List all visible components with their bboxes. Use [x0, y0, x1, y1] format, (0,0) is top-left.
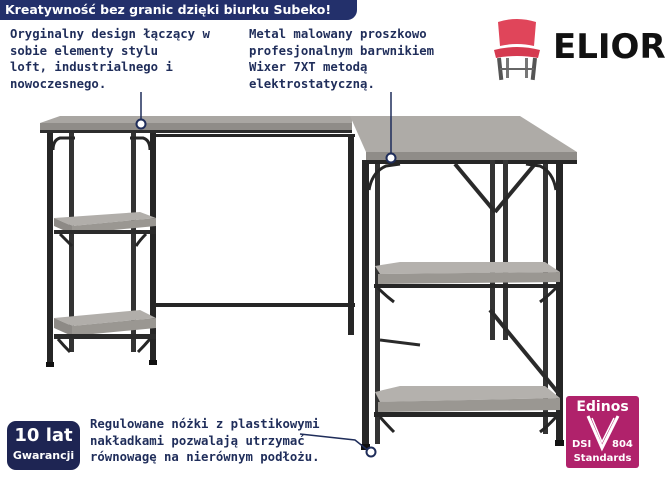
callout-feet-line: nakładkami pozwalają utrzymać: [90, 433, 305, 448]
callout-metal-line: profesjonalnym barwnikiem: [249, 43, 435, 58]
warranty-years: 10 lat: [14, 425, 73, 446]
callout-design-line: Oryginalny design łączący w: [10, 27, 210, 41]
certificate-code-right: 804: [612, 439, 633, 450]
warranty-badge: [7, 421, 80, 470]
callout-design-line: nowoczesnego.: [10, 76, 107, 91]
callout-feet: [90, 416, 380, 466]
callout-design: [10, 26, 235, 92]
callout-metal-line: Metal malowany proszkowo: [249, 27, 427, 41]
callout-feet-line: Regulowane nóżki z plastikowymi: [90, 417, 320, 431]
callout-design-line: loft, industrialnego i: [10, 60, 173, 74]
certificate-standards: Standards: [573, 453, 632, 464]
callout-metal-line: elektrostatyczną.: [249, 76, 375, 91]
callout-feet-line: równowagę na nierównym podłożu.: [90, 450, 320, 464]
callout-design-line: sobie elementy stylu: [10, 43, 159, 58]
callout-metal-line: Wixer 7XT metodą: [249, 60, 368, 74]
left-tower: [46, 130, 157, 367]
warranty-label: Gwarancji: [12, 449, 75, 462]
callout-metal: [249, 26, 464, 92]
certificate-badge: [566, 396, 639, 468]
brand-logo: ELIOR: [553, 27, 666, 67]
certificate-code-left: DSI: [572, 439, 592, 450]
right-return: [350, 116, 577, 450]
page-title: Kreatywność bez granic dzięki biurku Subeko!: [5, 2, 332, 17]
chair-icon: [488, 16, 546, 84]
certificate-title: Edinos: [576, 399, 629, 415]
